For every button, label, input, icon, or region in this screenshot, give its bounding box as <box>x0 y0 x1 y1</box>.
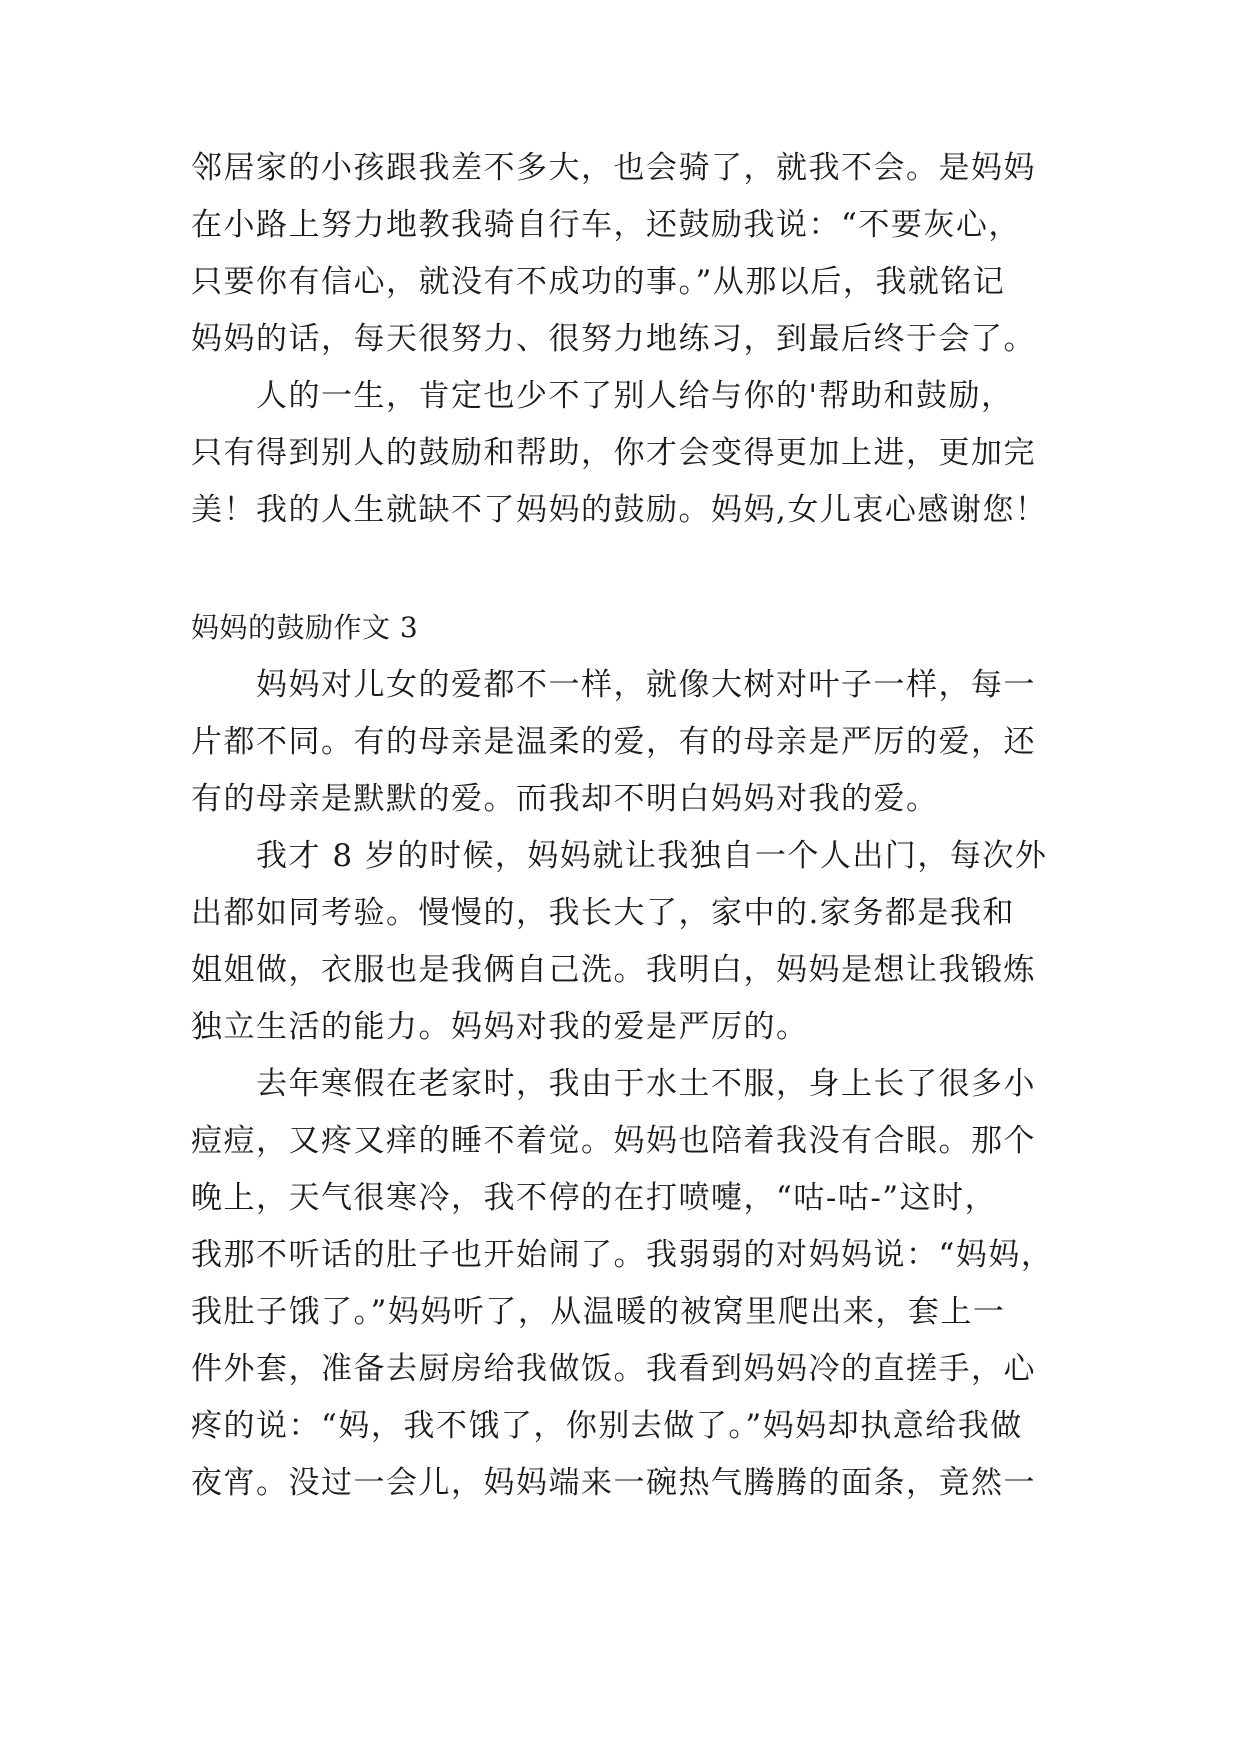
text-line: 片都不同。有的母亲是温柔的爱，有的母亲是严厉的爱，还 <box>191 724 1036 760</box>
text-line: 独立生活的能力。妈妈对我的爱是严厉的。 <box>191 1009 809 1045</box>
text-line: 我那不听话的肚子也开始闹了。我弱弱的对妈妈说：“妈妈， <box>191 1237 1054 1273</box>
text-line: 夜宵。没过一会儿，妈妈端来一碗热气腾腾的面条，竟然一 <box>191 1465 1036 1501</box>
text-line: 只要你有信心，就没有不成功的事。”从那以后，我就铭记 <box>191 264 1006 300</box>
text-line: 晚上，天气很寒冷，我不停的在打喷嚏，“咕-咕-”这时， <box>191 1180 998 1216</box>
paragraph-first-line: 人的一生，肯定也少不了别人给与你的'帮助和鼓励， <box>256 378 1014 414</box>
text-line: 姐姐做，衣服也是我俩自己洗。我明白，妈妈是想让我锻炼 <box>191 952 1036 988</box>
text-line: 妈妈的话，每天很努力、很努力地练习，到最后终于会了。 <box>191 321 1036 357</box>
text-line: 痘痘，又疼又痒的睡不着觉。妈妈也陪着我没有合眼。那个 <box>191 1123 1036 1159</box>
paragraph-first-line: 妈妈对儿女的爱都不一样，就像大树对叶子一样，每一 <box>256 667 1036 703</box>
text-line: 美！我的人生就缺不了妈妈的鼓励。妈妈,女儿衷心感谢您！ <box>191 492 1048 528</box>
paragraph-first-line: 我才 8 岁的时候，妈妈就让我独自一个人出门，每次外 <box>256 838 1048 874</box>
text-line: 疼的说：“妈，我不饿了，你别去做了。”妈妈却执意给我做 <box>191 1408 1023 1444</box>
text-line: 在小路上努力地教我骑自行车，还鼓励我说：“不要灰心， <box>191 207 1021 243</box>
text-line: 只有得到别人的鼓励和帮助，你才会变得更加上进，更加完 <box>191 435 1036 471</box>
paragraph-first-line: 去年寒假在老家时，我由于水土不服，身上长了很多小 <box>256 1066 1036 1102</box>
text-line: 有的母亲是默默的爱。而我却不明白妈妈对我的爱。 <box>191 781 939 817</box>
text-line: 我肚子饿了。”妈妈听了，从温暖的被窝里爬出来，套上一 <box>191 1294 1006 1330</box>
text-line: 出都如同考验。慢慢的，我长大了，家中的.家务都是我和 <box>191 895 1015 931</box>
text-line: 邻居家的小孩跟我差不多大，也会骑了，就我不会。是妈妈 <box>191 150 1036 186</box>
section-title: 妈妈的鼓励作文 3 <box>191 611 419 644</box>
text-line: 件外套，准备去厨房给我做饭。我看到妈妈冷的直搓手，心 <box>191 1351 1036 1387</box>
